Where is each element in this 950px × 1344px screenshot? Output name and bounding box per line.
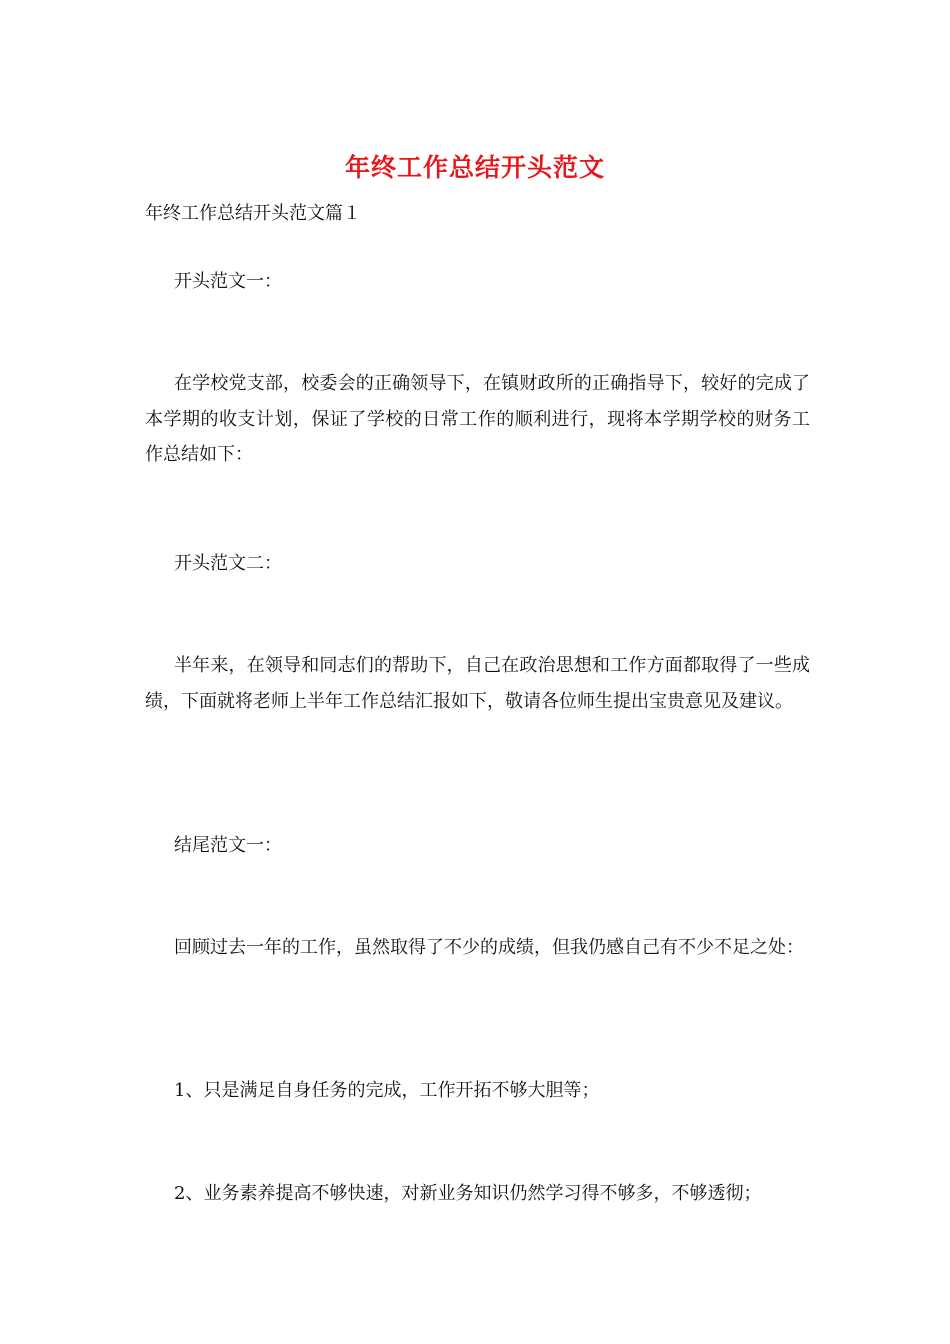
document-subtitle: 年终工作总结开头范文篇１ [145,203,361,224]
paragraph-opening-one-heading: 开头范文一： [174,271,282,292]
list-item-1: 1、只是满足自身任务的完成，工作开拓不够大胆等； [174,1080,600,1101]
paragraph-opening-two-heading: 开头范文二： [174,553,282,574]
paragraph-closing-one-body: 回顾过去一年的工作，虽然取得了不少的成绩，但我仍感自己有不少不足之处： [174,937,804,958]
paragraph-opening-two-body: 半年来，在领导和同志们的帮助下，自己在政治思想和工作方面都取得了一些成绩，下面就将老师上半年工作总结汇报如下，敬请各位师生提出宝贵意见及建议。 [145,655,810,712]
document-title: 年终工作总结开头范文 [344,153,605,182]
paragraph-opening-one-body: 在学校党支部，校委会的正确领导下，在镇财政所的正确指导下，较好的完成了本学期的收支计划，保证了学校的日常工作的顺利进行，现将本学期学校的财务工作总结如下： [145,373,810,465]
list-item-2: 2、业务素养提高不够快速，对新业务知识仍然学习得不够多，不够透彻； [174,1183,762,1204]
paragraph-closing-one-heading: 结尾范文一： [174,835,282,856]
